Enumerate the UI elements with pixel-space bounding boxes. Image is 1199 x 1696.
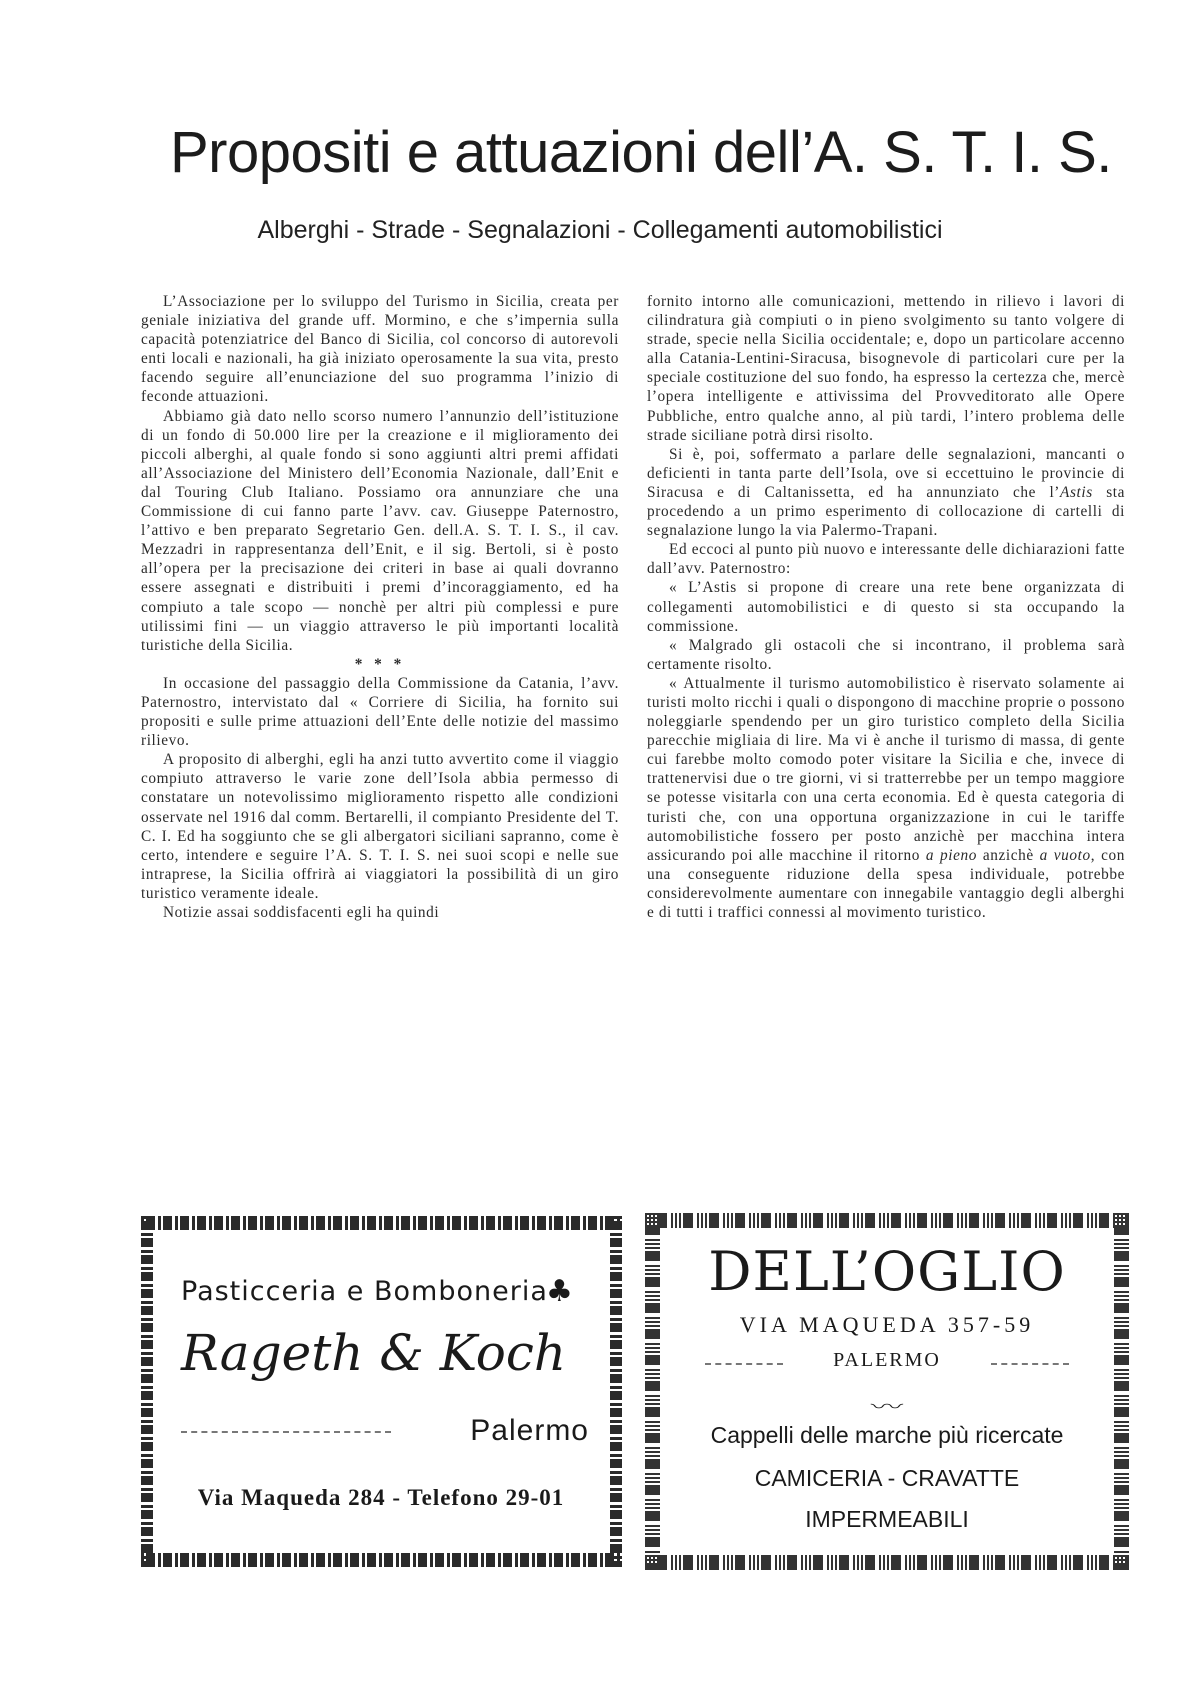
italic-run: a pieno — [925, 846, 977, 864]
text-run: Si è, poi, soffermato a parlare delle segnalazioni, mancanti o deficienti in tanta parte dell’Isola, ove si eccettuino le provincie di Siracusa e di Caltanissetta, ed ha annunziato che l’ — [647, 445, 1125, 501]
striped-border — [1114, 1213, 1129, 1570]
paragraph: Ed eccoci al punto più nuovo e interessante delle dichiarazioni fatte dall’avv. Paternostro: — [647, 541, 1125, 578]
shop-street: VIA MAQUEDA 357-59 — [739, 1312, 1035, 1337]
advertisement-delloglio — [645, 1213, 1129, 1570]
striped-border — [645, 1213, 660, 1570]
paragraph: Notizie assai soddisfacenti egli ha quindi — [163, 904, 440, 921]
paragraph — [647, 674, 1125, 922]
shop-city: PALERMO — [833, 1349, 941, 1371]
cake-icon: ♣ — [546, 1274, 573, 1309]
text-run: « Attualmente il turismo automobilistico è riservato solamente ai turisti molto ricchi i quali o dispongono di macchine proprie o possono noleggiarle spendendo per un giro turistico completo della Sicilia parecchie migliaia di lire. Ma vi è anche il turismo di massa, di gente cui farebbe molto comodo poter visitare la Sicilia e che, invece di trattenervisi due o tre giorni, vi si tratterrebbe per un tempo maggiore se potesse visitarla con una certa economia. Ed è questa categoria di turisti che, con una opportuna organizzazione in cui le tariffe automobilistiche fossero per posto anzichè per macchina intera assicurando poi alle macchine il ritorno — [647, 674, 1125, 864]
paragraph: In occasione del passaggio della Commissione da Catania, l’avv. Paternostro, intervistato dal « Corriere di Sicilia, ha fornito sui propositi e sulle prime attuazioni dell’Ente delle notizie del massimo rilievo. — [141, 674, 619, 750]
advertisement-pasticceria — [141, 1216, 622, 1567]
italic-run: a vuoto — [1039, 846, 1091, 864]
section-divider: * * * — [354, 655, 406, 673]
shop-address: Via Maqueda 284 - Telefono 29-01 — [197, 1485, 565, 1510]
italic-run: Astis — [1060, 483, 1093, 501]
paragraph: L’Associazione per lo sviluppo del Turismo in Sicilia, creata per geniale iniziativa del grande uff. Mormino, e che s’impernia sulla capacità potenziatrice del Banco di Sicilia, col concorso di autorevoli enti locali e nazionali, ha già iniziato operosamente la sua vita, presto facendo seguire all’enunciazione del suo programma l’inizio di feconde attuazioni. — [141, 293, 619, 406]
paragraph — [647, 445, 1125, 540]
ad-line: IMPERMEABILI — [805, 1506, 969, 1532]
paragraph: Abbiamo già dato nello scorso numero l’annunzio dell’istituzione di un fondo di 50.000 lire per la creazione e il miglioramento dei piccoli alberghi, al quale fondo si sono aggiunti altri premi affidati all’Associazione del Ministero dell’Economia Nazionale, dall’Enit e dal Touring Club Italiano. Possiamo ora annunziare che una Commissione di cui fanno parte l’avv. cav. Giuseppe Paternostro, l’attivo e ben preparato Segretario Gen. dell.A. S. T. I. S., il cav. Mezzadri in rappresentanza dell’Enit, e il sig. Bertoli, si è posto all’opera per la precisazione dei criteri in base ai quali dovranno essere assegnati e distribuiti i premi d’incoraggiamento, ed ha compiuto a tale scopo — nonchè per altri più complessi e pure utilissimi fini — un viaggio attraverso le più importanti località turistiche della Sicilia. — [141, 407, 619, 654]
article-column-right — [647, 292, 1125, 922]
dashed-divider — [181, 1431, 391, 1433]
text-run: sta procedendo a un primo esperimento di collocazione di cartelli di segnalazione lungo la via Palermo-Trapani. — [647, 483, 1126, 540]
ad-line: Cappelli delle marche più ricercate — [710, 1422, 1064, 1448]
shop-type: Pasticceria e Bomboneria — [181, 1276, 548, 1307]
shop-city: Palermo — [470, 1414, 589, 1447]
text-run: , con una conseguente riduzione della spesa individuale, potrebbe considerevolmente aumentare con innegabile vantaggio degli alberghi e di tutti i traffici connessi al movimento turistico. — [647, 846, 1125, 921]
paragraph: « Malgrado gli ostacoli che si incontrano, il problema sarà certamente risolto. — [647, 636, 1125, 673]
shop-brand: Rageth & Koch — [181, 1324, 567, 1382]
dashed-divider — [991, 1363, 1069, 1365]
ornamental-border — [141, 1216, 622, 1230]
paragraph: fornito intorno alle comunicazioni, mettendo in rilievo i lavori di cilindratura già compiuti o in pieno svolgimento su tanto volgere di strade, specie nella Sicilia occidentale; e, dopo un particolare accenno alla Catania-Lentini-Siracusa, bisognevole di particolari cure per la speciale costituzione del suo fondo, ha espresso la certezza che, mercè l’opera intelligente e attivissima del Provveditorato alle Opere Pubbliche, entro qualche anno, al più tardi, l’intero problema delle strade siciliane potrà dirsi risolto. — [647, 293, 1125, 444]
article-subtitle: Alberghi - Strade - Segnalazioni - Collegamenti automobilistici — [257, 216, 943, 244]
striped-border — [645, 1213, 1129, 1228]
ornamental-border — [610, 1216, 622, 1567]
article-title: Propositi e attuazioni dell’A. S. T. I. S. — [170, 120, 1112, 185]
paragraph: « L’Astis si propone di creare una rete bene organizzata di collegamenti automobilistici e di questo si sta occupando la commissione. — [647, 579, 1125, 635]
city-row — [665, 1349, 1109, 1379]
ornamental-border — [141, 1553, 622, 1567]
shop-name: DELL’OGLIO — [708, 1240, 1066, 1303]
swash-ornament-icon: 〰 — [870, 1397, 904, 1418]
ad-line: CAMICERIA - CRAVATTE — [754, 1465, 1020, 1491]
article-column-left — [141, 292, 619, 922]
striped-border — [645, 1555, 1129, 1570]
text-run: anzichè — [976, 846, 1040, 864]
paragraph: A proposito di alberghi, egli ha anzi tutto avvertito come il viaggio compiuto attraverso le varie zone dell’Isola abbia permesso di constatare un notevolissimo miglioramento rispetto alle condizioni osservate nel 1916 dal comm. Bertarelli, il compianto Presidente del T. C. I. Ed ha soggiunto che se gli albergatori siciliani sapranno, come è certo, intendere e seguire l’A. S. T. I. S. nei suoi scopi e nelle sue intraprese, la Sicilia offrirà ai viaggiatori la possibilità di un giro turistico veramente ideale. — [141, 751, 619, 902]
ornamental-border — [141, 1216, 153, 1567]
